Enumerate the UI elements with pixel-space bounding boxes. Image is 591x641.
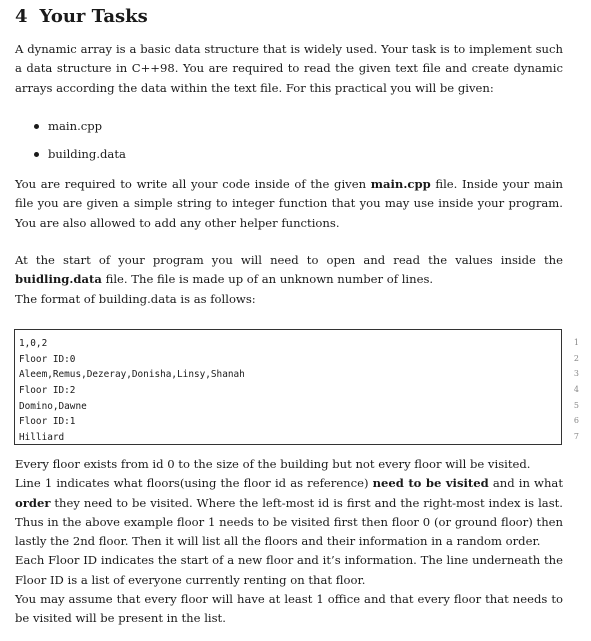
- line-number: 1: [573, 338, 579, 347]
- intro-paragraph: A dynamic array is a basic data structure that is widely used. Your task is to implement such a data structure in C++98. You are required to read the given text file and create dynamic arrays according the data within the text file. For this practical you will be given:: [15, 42, 563, 95]
- bullet-label: building.data: [48, 147, 126, 161]
- bullet-item: [34, 146, 126, 162]
- line-number: 5: [573, 400, 579, 410]
- bullet-dot-icon: [34, 152, 39, 157]
- explanation-paragraph: [15, 455, 563, 629]
- reading-text: The format of building.data is as follows:: [15, 291, 256, 306]
- line-number: 7: [573, 432, 579, 442]
- bullet-label: main.cpp: [48, 119, 103, 133]
- explanation-text: Every floor exists from id 0 to the size of the building but not every floor will be visited.: [15, 457, 531, 471]
- main-file-text: You are required to write all your code inside of the given: [15, 177, 371, 191]
- line-number: 4: [573, 385, 579, 395]
- explanation-text: Line 1 indicates what floors(using the floor id as reference): [15, 476, 373, 491]
- reading-paragraph: [15, 251, 563, 309]
- section-heading: [15, 6, 148, 27]
- code-line: Floor ID:2: [19, 385, 76, 397]
- explanation-bold: order: [15, 495, 51, 510]
- main-file-paragraph: [15, 175, 563, 233]
- section-title: Your Tasks: [39, 6, 148, 27]
- code-line-numbers: [567, 335, 579, 445]
- code-line: Hilliard: [19, 432, 65, 444]
- bullet-dot-icon: [34, 124, 39, 129]
- explanation-text: Each Floor ID indicates the start of a new floor and it’s information. The line underneath the Floor ID is a list of everyone currently renting on that floor.: [15, 553, 563, 587]
- reading-text: At the start of your program you will need to open and read the values inside the: [15, 253, 563, 267]
- code-line: Floor ID:0: [19, 353, 76, 365]
- code-line: Domino,Dawne: [19, 400, 87, 412]
- section-number: 4: [15, 6, 28, 27]
- code-line: Aleem,Remus,Dezeray,Donisha,Linsy,Shanah: [19, 369, 245, 381]
- reading-bold: buidling.data: [15, 272, 102, 287]
- code-listing: [14, 329, 562, 445]
- line-number: 6: [573, 416, 579, 426]
- code-line: Floor ID:1: [19, 416, 76, 428]
- main-file-text: file. Inside your main file you are given a simple string to integer function that you may use inside your program. You are also allowed to add any other helper functions.: [15, 177, 563, 230]
- explanation-text: and in what: [488, 476, 563, 491]
- code-line: 1,0,2: [19, 338, 48, 349]
- explanation-text: they need to be visited. Where the left-most id is first and the right-most index is last. Thus in the above example floor 1 needs to be visited first then floor 0 (or ground floor) then lastly the 2nd floor. Then it will list all the floors and their information in a random order.: [15, 495, 563, 549]
- line-number: 3: [573, 369, 579, 379]
- main-file-bold: main.cpp: [370, 177, 431, 191]
- reading-text: file. The file is made up of an unknown number of lines.: [101, 272, 434, 287]
- explanation-bold: need to be visited: [372, 476, 489, 491]
- bullet-item: [34, 118, 102, 134]
- explanation-text: You may assume that every floor will have at least 1 office and that every floor that needs to be visited will be present in the list.: [15, 592, 563, 626]
- line-number: 2: [573, 353, 579, 363]
